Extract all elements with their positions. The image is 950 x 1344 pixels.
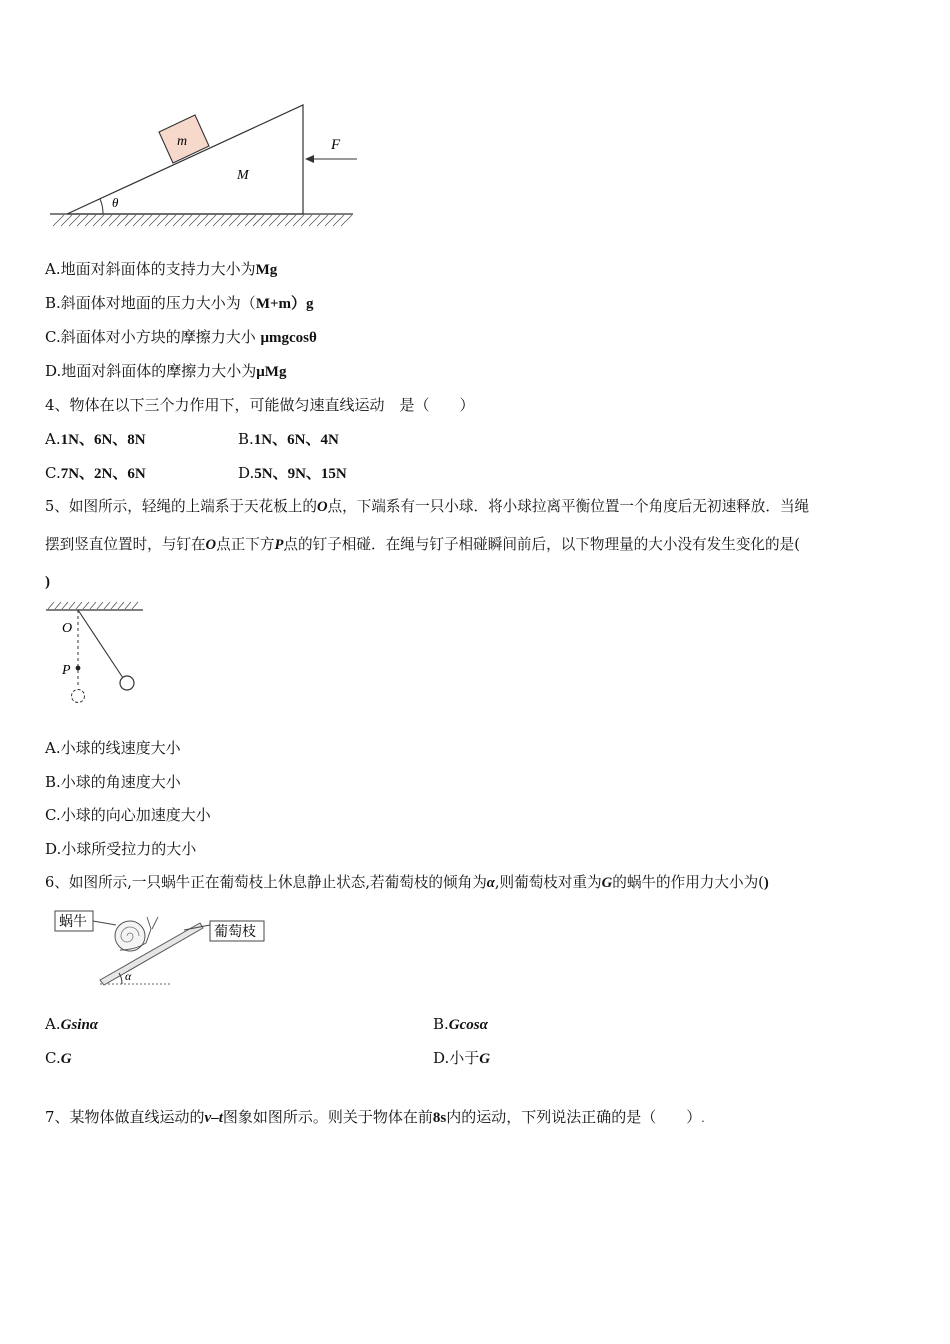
rope — [78, 610, 123, 678]
block-label: m — [177, 134, 188, 149]
option-value: 1N、6N、4N — [253, 432, 339, 448]
time-value: 8s — [432, 1110, 447, 1126]
snail-antenna — [147, 917, 151, 929]
q4-option-c[interactable] — [45, 463, 146, 484]
stem-text: . — [701, 1112, 705, 1125]
q6-stem — [45, 873, 769, 893]
stem-text: 点正下方 — [216, 536, 275, 553]
point-o-label: O — [62, 621, 73, 636]
option-letter: A. — [45, 260, 61, 278]
option-value: 1N、6N、8N — [60, 432, 146, 448]
stem-text: 内的运动，下列说法正确的是（ ） — [446, 1108, 702, 1126]
q4-option-b[interactable] — [238, 429, 339, 450]
option-value: 7N、2N、6N — [60, 466, 146, 482]
stem-text: 的蜗牛的作用力大小为( — [612, 874, 764, 891]
vt-symbol: v–t — [204, 1110, 223, 1126]
angle-alpha-label: α — [125, 969, 132, 983]
force-arrowhead — [305, 155, 314, 163]
option-text: 小于 — [449, 1049, 480, 1067]
option-value: Gsinα — [60, 1017, 99, 1033]
snail-label: 蜗牛 — [59, 915, 87, 930]
angle-symbol: α — [486, 875, 495, 891]
option-value: 5N、9N、15N — [254, 466, 347, 482]
q4-stem: 4、物体在以下三个力作用下，可能做匀速直线运动 是（ ） — [45, 396, 475, 414]
q5-option-a[interactable]: A.小球的线速度大小 — [45, 739, 181, 757]
snail-shell — [115, 921, 145, 951]
q6-option-b[interactable] — [433, 1014, 488, 1035]
option-letter: C. — [45, 1049, 61, 1067]
point-label: O — [316, 499, 328, 515]
option-letter: C. — [45, 464, 61, 482]
option-letter: B. — [45, 294, 61, 312]
q5-option-d[interactable]: D.小球所受拉力的大小 — [45, 840, 197, 858]
ball — [120, 676, 134, 690]
stem-text: 5、如图所示，轻绳的上端系于天花板上的 — [45, 498, 317, 515]
q5-stem-line2 — [45, 535, 800, 555]
q3-option-b[interactable] — [45, 293, 314, 314]
point-label: O — [205, 537, 217, 553]
option-text: 斜面体对小方块的摩擦力大小 — [60, 328, 256, 346]
force-label: F — [331, 137, 341, 153]
ball-dashed-position — [72, 690, 85, 703]
stem-text: ,则葡萄枝对重为 — [494, 874, 602, 891]
stem-text: ) — [763, 875, 769, 891]
q5-stem-line3: ) — [45, 574, 50, 590]
snail-antenna-2 — [152, 917, 158, 929]
option-letter: A. — [45, 1015, 61, 1033]
option-text: ）g — [291, 296, 314, 312]
stem-text: 图象如图所示。则关于物体在前 — [222, 1108, 433, 1126]
q6-option-c[interactable] — [45, 1048, 72, 1069]
stem-text: 点的钉子相碰．在绳与钉子相碰瞬间前后，以下物理量的大小没有发生变化的是( — [283, 536, 800, 553]
stem-text: 摆到竖直位置时，与钉在 — [45, 536, 206, 553]
option-text: 斜面体对地面的压力大小为（ — [60, 294, 256, 312]
q6-option-d[interactable] — [433, 1048, 490, 1069]
stem-text: 点，下端系有一只小球．将小球拉离平衡位置一个角度后无初速释放．当绳 — [327, 498, 810, 515]
q5-stem-line1 — [45, 497, 809, 517]
option-letter: A. — [45, 430, 61, 448]
option-letter: C. — [45, 328, 61, 346]
incline-figure — [45, 95, 365, 235]
point-label: P — [274, 537, 284, 553]
point-p-label: P — [62, 663, 71, 678]
option-value: G — [479, 1051, 491, 1067]
option-text: 地面对斜面体的摩擦力大小为 — [61, 362, 257, 380]
snail-leader — [93, 921, 116, 925]
option-text: 地面对斜面体的支持力大小为 — [60, 260, 256, 278]
option-value: μmgcosθ — [260, 330, 317, 346]
nail-p — [76, 666, 81, 671]
snail-figure — [50, 905, 275, 990]
option-value: μMg — [256, 364, 287, 380]
q6-option-a[interactable] — [45, 1014, 98, 1035]
q5-option-c[interactable]: C.小球的向心加速度大小 — [45, 806, 211, 824]
angle-label: θ — [112, 195, 119, 210]
option-value: G — [60, 1051, 72, 1067]
option-letter: D. — [433, 1049, 450, 1067]
stem-text: 7、某物体做直线运动的 — [45, 1108, 205, 1126]
pendulum-figure — [42, 598, 152, 708]
option-value: Mg — [255, 262, 278, 278]
option-letter: B. — [433, 1015, 449, 1033]
q4-option-a[interactable] — [45, 429, 146, 450]
option-letter: B. — [238, 430, 254, 448]
variable-g: G — [601, 875, 613, 891]
option-value: Gcosα — [448, 1017, 488, 1033]
q5-option-b[interactable]: B.小球的角速度大小 — [45, 773, 181, 791]
q4-option-d[interactable] — [238, 463, 347, 484]
ground-hatch — [53, 215, 352, 226]
body-label: M — [237, 168, 249, 183]
branch-label: 葡萄枝 — [214, 925, 256, 940]
q3-option-c[interactable] — [45, 327, 317, 348]
option-letter: D. — [45, 362, 62, 380]
option-value: M+m — [255, 296, 292, 312]
ceiling-hatch — [48, 602, 138, 609]
q7-stem — [45, 1107, 705, 1129]
angle-arc — [100, 199, 103, 214]
option-letter: D. — [238, 464, 255, 482]
q3-option-a[interactable] — [45, 259, 277, 280]
stem-text: 6、如图所示,一只蜗牛正在葡萄枝上休息静止状态,若葡萄枝的倾角为 — [45, 874, 487, 891]
q3-option-d[interactable] — [45, 361, 286, 382]
